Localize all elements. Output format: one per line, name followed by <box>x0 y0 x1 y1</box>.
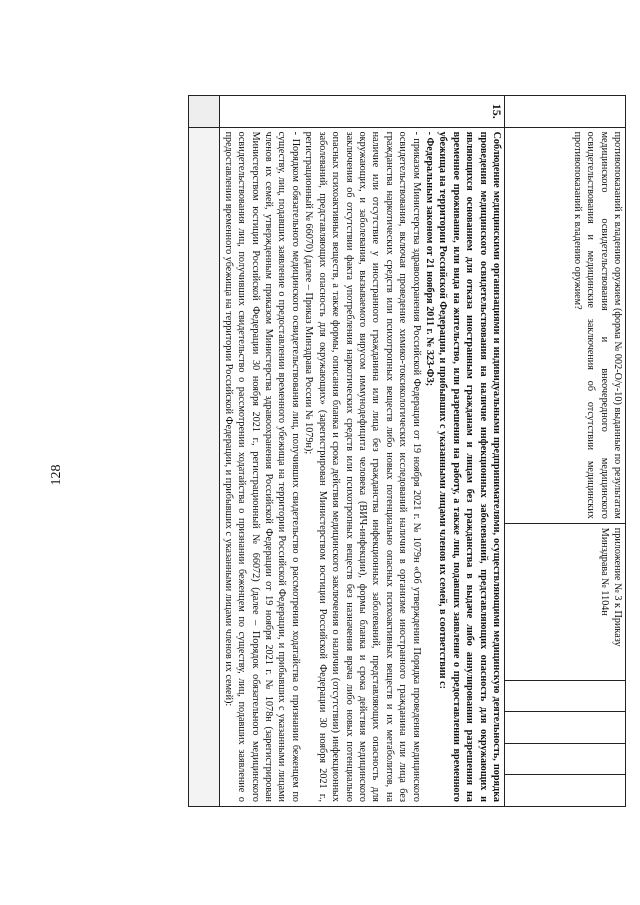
legal-basis-order-1079n: - приказом Министерства здравоохранения Российской Федерации от 19 ноября 2021 г. № 1079н «Об утверждении Порядка проведения медицинского освидетельствования, включая проведение химико-токсикологических исследований наличия в организме иностранного гражданина или лица без гражданства наркотических средств или психотропных веществ либо новых потенциально опасных психоактивных веществ и их метаболитов, на наличие или отсутствие у иностранного гражданина или лица без гражданства инфекционных заболеваний, представляющих опасность для окружающих, и заболевания, вызываемого вирусом иммунодефицита человека (ВИЧ-инфекции), формы бланка и срока действия медицинского заключения об отсутствии факта употребления наркотических средств или психотропных веществ без назначения врача либо новых потенциально опасных психоактивных веществ, а также формы, описания бланка и срока действия медицинского заключения о наличии (отсутствии) инфекционных заболеваний, представляющих опасность для окружающих» (зарегистрирован Министерством юстиции Российской Федерации 30 ноября 2021 г., регистрационный № 66070) (далее – Приказ Минздрава России № 1079н); <box>303 131 422 802</box>
table-row <box>505 96 626 807</box>
checklist-table <box>188 95 626 807</box>
page-number: 128 <box>49 464 64 486</box>
item-number: 15. <box>220 96 505 128</box>
row-number-cell <box>505 96 626 128</box>
requirement-description: противопоказаний к владению оружием (форма № 002-О/у-10) выданные по результатам медицинского освидетельствования и внеочередного медицинского освидетельствования и медицинские заключения об отсутствии медицинских противопоказаний к владению оружием? <box>505 127 626 523</box>
item-heading: Соблюдение медицинскими организациями и индивидуальными предпринимателями, осуществляющими медицинскую деятельность, порядка проведения медицинского освидетельствования на наличие инфекционных заболеваний, представляющих опасность для окружающих и являющихся основанием для отказа иностранным гражданам и лицам без гражданства в выдаче либо аннулировании разрешения на временное проживание, или вида на жительство, или разрешения на работу, а также лиц, подавших заявление о предоставлении временного убежища на территории Российской Федерации, и прибывших с указанными лицами членов их семей, в соответствии с: <box>437 131 502 802</box>
table-row-item-15 <box>220 96 505 807</box>
answer-yes-cell <box>505 680 626 712</box>
answer-na-cell <box>505 743 626 775</box>
answer-no-cell <box>505 712 626 744</box>
band-cell-wide <box>189 127 220 806</box>
legal-basis-law: - Федеральным законом от 21 ноября 2011 г. № 323-ФЗ; <box>423 131 435 387</box>
note-cell <box>505 775 626 807</box>
item-15-content <box>220 127 505 806</box>
requirement-reference: приложение № 3 к Приказу Минздрава № 1104н <box>505 523 626 680</box>
band-cell <box>189 96 220 128</box>
legal-basis-order-1078n: - Порядком обязательного медицинского освидетельствования лиц, получивших свидетельство о рассмотрении ходатайства о признании беженцем по существу, лиц, подавших заявление о предоставлении временного убежища на территории Российской Федерации, и прибывших с указанными лицами членов их семей, утвержденным приказом Министерства здравоохранения Российской Федерации от 19 ноября 2021 г. № 1078н (зарегистрирован Министерством юстиции Российской Федерации 30 ноября 2021 г., регистрационный № 66072) (далее – Порядок обязательного медицинского освидетельствования лиц, получивших свидетельство о рассмотрении ходатайства о признании беженцем по существу, лиц, подавших заявление о предоставлении временного убежища на территории Российской Федерации, и прибывших с указанными лицами членов их семей): <box>222 131 301 802</box>
table-row-bottom-band <box>189 96 220 807</box>
